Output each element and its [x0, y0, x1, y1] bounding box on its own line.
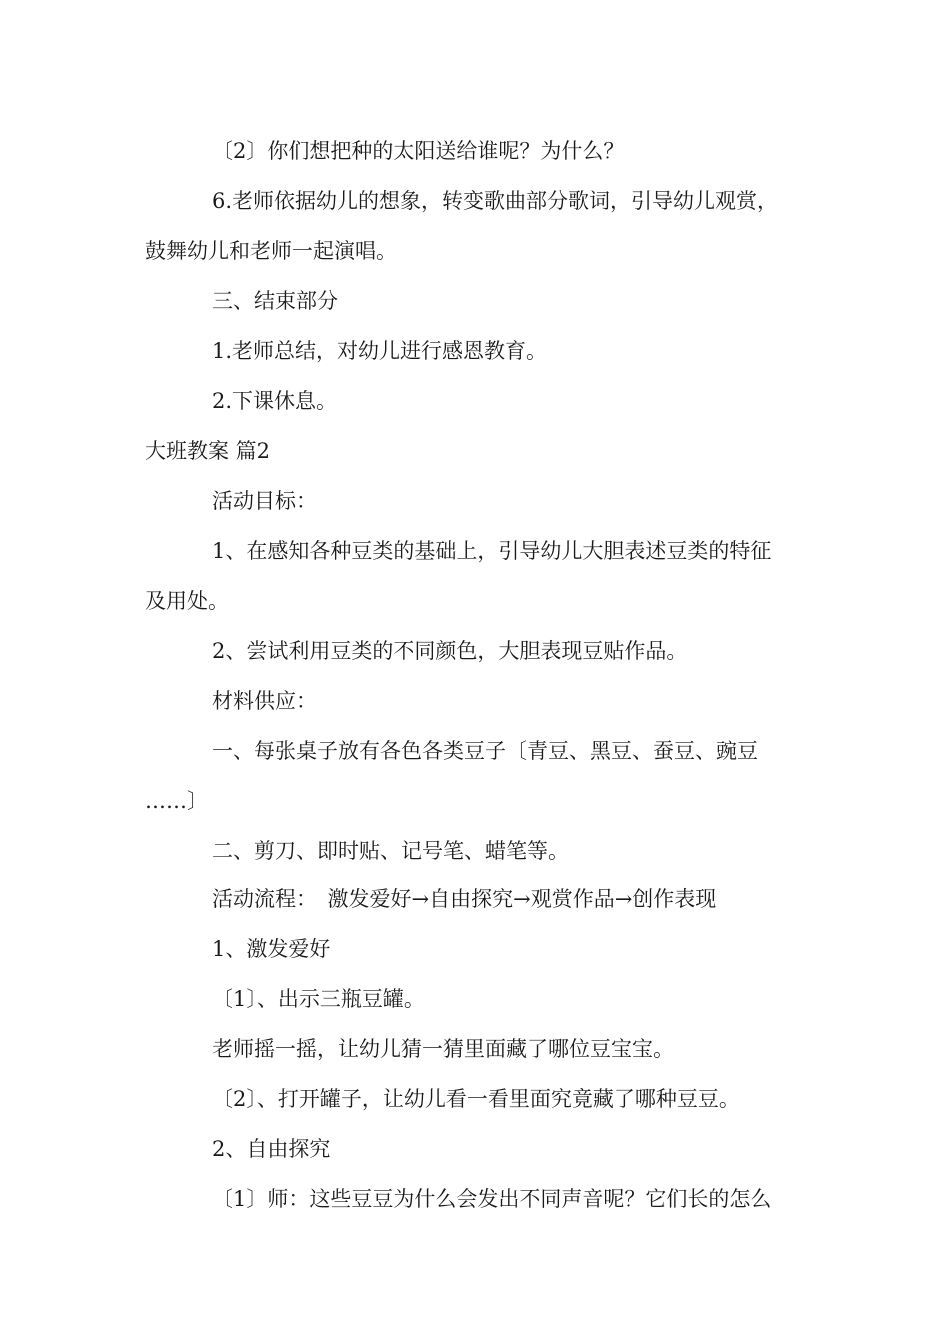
text-line: ……〕 [145, 789, 208, 813]
text-line: 6.老师依据幼儿的想象，转变歌曲部分歌词，引导幼儿观赏， [212, 189, 779, 213]
section-heading: 活动目标： [212, 489, 317, 513]
text-line: 及用处。 [145, 589, 229, 613]
text-line: 〔1〕、出示三瓶豆罐。 [212, 987, 425, 1011]
text-line: 〔2〕、打开罐子，让幼儿看一看里面究竟藏了哪种豆豆。 [212, 1087, 740, 1111]
text-line: 二、剪刀、即时贴、记号笔、蜡笔等。 [212, 839, 569, 863]
text-line: 2、自由探究 [212, 1137, 331, 1161]
text-line: 1.老师总结，对幼儿进行感恩教育。 [212, 339, 548, 363]
lesson-title: 大班教案 篇2 [145, 439, 271, 463]
section-heading: 材料供应： [212, 689, 317, 713]
text-line: 鼓舞幼儿和老师一起演唱。 [145, 239, 397, 263]
text-line: 老师摇一摇，让幼儿猜一猜里面藏了哪位豆宝宝。 [212, 1037, 674, 1061]
text-line: 1、激发爱好 [212, 937, 331, 961]
text-line: 〔1〕师：这些豆豆为什么会发出不同声音呢？它们长的怎么 [212, 1187, 772, 1211]
text-line: 〔2〕你们想把种的太阳送给谁呢？为什么？ [212, 139, 625, 163]
text-line: 活动流程： 激发爱好→自由探究→观赏作品→创作表现 [212, 887, 717, 911]
text-line: 1、在感知各种豆类的基础上，引导幼儿大胆表述豆类的特征 [212, 539, 772, 563]
text-line: 2.下课休息。 [212, 389, 338, 413]
section-heading: 三、结束部分 [212, 289, 338, 313]
text-line: 2、尝试利用豆类的不同颜色，大胆表现豆贴作品。 [212, 639, 688, 663]
text-line: 一、每张桌子放有各色各类豆子〔青豆、黑豆、蚕豆、豌豆 [212, 739, 758, 763]
